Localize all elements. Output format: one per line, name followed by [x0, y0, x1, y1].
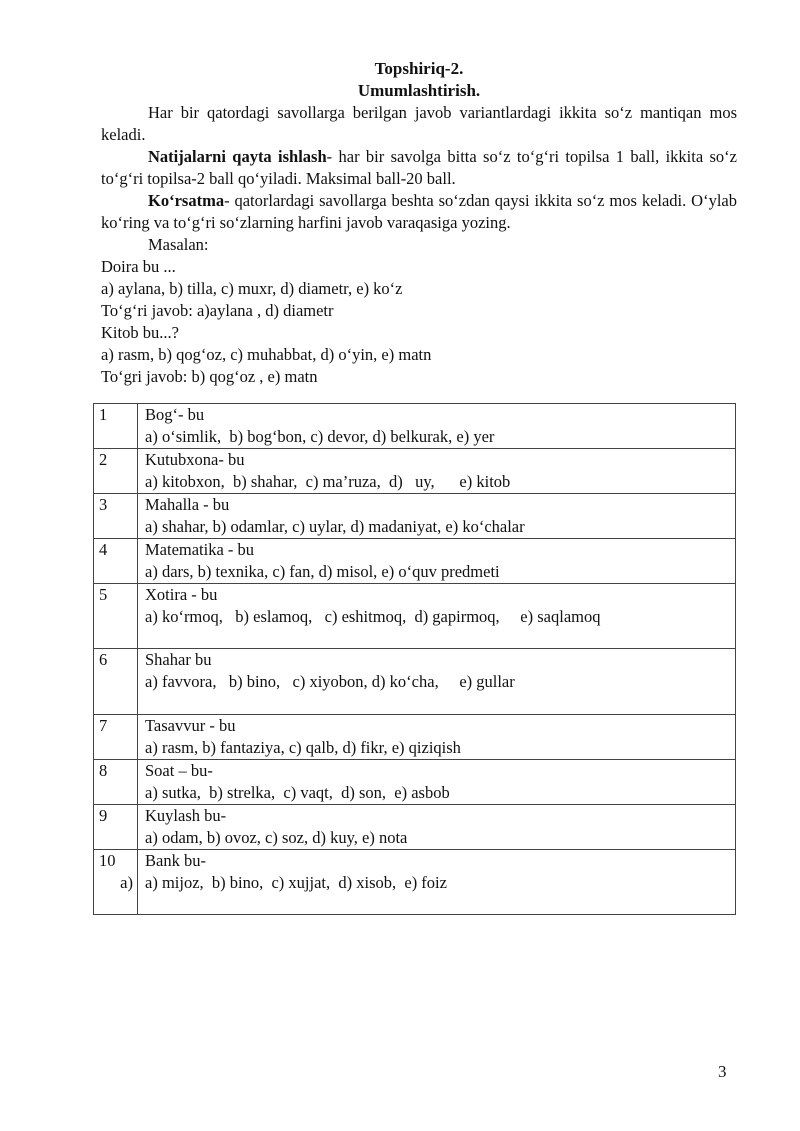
question-options: a) dars, b) texnika, c) fan, d) misol, e) o‘quv predmeti: [145, 562, 500, 581]
question-row: [94, 850, 736, 915]
instruction-heading: Ko‘rsatma: [148, 191, 225, 210]
question-word: Xotira - bu: [145, 585, 218, 604]
question-options: a) favvora, b) bino, c) xiyobon, d) ko‘cha, e) gullar: [145, 672, 515, 691]
page-number: 3: [718, 1062, 727, 1081]
question-options: a) kitobxon, b) shahar, c) ma’ruza, d) uy, e) kitob: [145, 472, 511, 491]
question-number: 1: [99, 405, 108, 424]
question-word: Kutubxona- bu: [145, 450, 245, 469]
question-content-cell: [138, 584, 736, 649]
question-word: Tasavvur - bu: [145, 716, 236, 735]
question-content-cell: [138, 494, 736, 539]
question-content-cell: [138, 760, 736, 805]
question-row: [94, 649, 736, 715]
intro-paragraph: Har bir qatordagi savollarga berilgan javob variantlardagi ikkita so‘z mantiqan mos keladi.: [101, 103, 737, 144]
question-word: Mahalla - bu: [145, 495, 230, 514]
question-options: a) sutka, b) strelka, c) vaqt, d) son, e) asbob: [145, 783, 450, 802]
example-1-question: Doira bu ...: [101, 257, 176, 276]
question-number: 2: [99, 450, 108, 469]
question-content-cell: [138, 715, 736, 760]
example-1-options: a) aylana, b) tilla, c) muxr, d) diametr, e) ko‘z: [101, 279, 403, 298]
question-content-cell: [138, 449, 736, 494]
example-2-answer: To‘gri javob: b) qog‘oz , e) matn: [101, 367, 318, 386]
question-word: Kuylash bu-: [145, 806, 227, 825]
question-row: [94, 404, 736, 449]
question-number-cell: [94, 494, 138, 539]
example-label: Masalan:: [148, 235, 209, 254]
question-content-cell: [138, 404, 736, 449]
question-number-cell: [94, 760, 138, 805]
question-row: [94, 584, 736, 649]
questions-table: [93, 403, 736, 915]
example-2-options: a) rasm, b) qog‘oz, c) muhabbat, d) o‘yin, e) matn: [101, 345, 432, 364]
question-number-cell: [94, 649, 138, 715]
question-options: a) mijoz, b) bino, c) xujjat, d) xisob, e) foiz: [145, 873, 447, 892]
question-number-cell: [94, 715, 138, 760]
instruction-paragraph: [101, 190, 737, 234]
question-content-cell: [138, 539, 736, 584]
question-word: Bank bu-: [145, 851, 206, 870]
question-row: [94, 539, 736, 584]
question-number: 6: [99, 650, 108, 669]
question-row: [94, 715, 736, 760]
question-number: 3: [99, 495, 108, 514]
question-row: [94, 494, 736, 539]
question-options: a) o‘simlik, b) bog‘bon, c) devor, d) belkurak, e) yer: [145, 427, 495, 446]
question-row: [94, 805, 736, 850]
example-1-answer: To‘g‘ri javob: a)aylana , d) diametr: [101, 301, 334, 320]
question-word: Bog‘- bu: [145, 405, 205, 424]
question-row: [94, 449, 736, 494]
question-number: 10: [99, 851, 116, 870]
example-2-question: Kitob bu...?: [101, 323, 179, 342]
question-number-cell: [94, 584, 138, 649]
question-number-cell: [94, 539, 138, 584]
question-options: a) odam, b) ovoz, c) soz, d) kuy, e) nota: [145, 828, 408, 847]
question-number-cell: [94, 850, 138, 915]
question-content-cell: [138, 850, 736, 915]
question-options: a) shahar, b) odamlar, c) uylar, d) madaniyat, e) ko‘chalar: [145, 517, 525, 536]
scoring-paragraph: [101, 146, 737, 190]
question-number: 4: [99, 540, 108, 559]
question-number: 8: [99, 761, 108, 780]
question-word: Matematika - bu: [145, 540, 255, 559]
question-options: a) rasm, b) fantaziya, c) qalb, d) fikr, e) qiziqish: [145, 738, 461, 757]
question-number-suffix: a): [120, 873, 133, 892]
question-number-cell: [94, 404, 138, 449]
question-number-cell: [94, 449, 138, 494]
question-number: 7: [99, 716, 108, 735]
question-options: a) ko‘rmoq, b) eslamoq, c) eshitmoq, d) gapirmoq, e) saqlamoq: [145, 607, 601, 626]
question-number-cell: [94, 805, 138, 850]
question-content-cell: [138, 805, 736, 850]
task-title: Topshiriq-2.: [374, 59, 464, 78]
question-content-cell: [138, 649, 736, 715]
scoring-text: - har bir savolga bitta so‘z to‘g‘ri topilsa 1 ball, ikkita so‘z to‘g‘ri topilsa-2 ball qo‘yiladi. Maksimal ball-20 ball.: [101, 147, 737, 188]
task-subtitle: Umumlashtirish.: [357, 81, 481, 100]
document-page: [101, 58, 737, 388]
question-row: [94, 760, 736, 805]
question-word: Shahar bu: [145, 650, 212, 669]
scoring-heading: Natijalarni qayta ishlash: [148, 147, 327, 166]
question-number: 9: [99, 806, 108, 825]
question-number: 5: [99, 585, 108, 604]
question-word: Soat – bu-: [145, 761, 213, 780]
instruction-text: - qatorlardagi savollarga beshta so‘zdan qaysi ikkita so‘z mos keladi. O‘ylab ko‘ring va to‘g‘ri so‘zlarning harfini javob varaqasiga yozing.: [101, 191, 737, 232]
